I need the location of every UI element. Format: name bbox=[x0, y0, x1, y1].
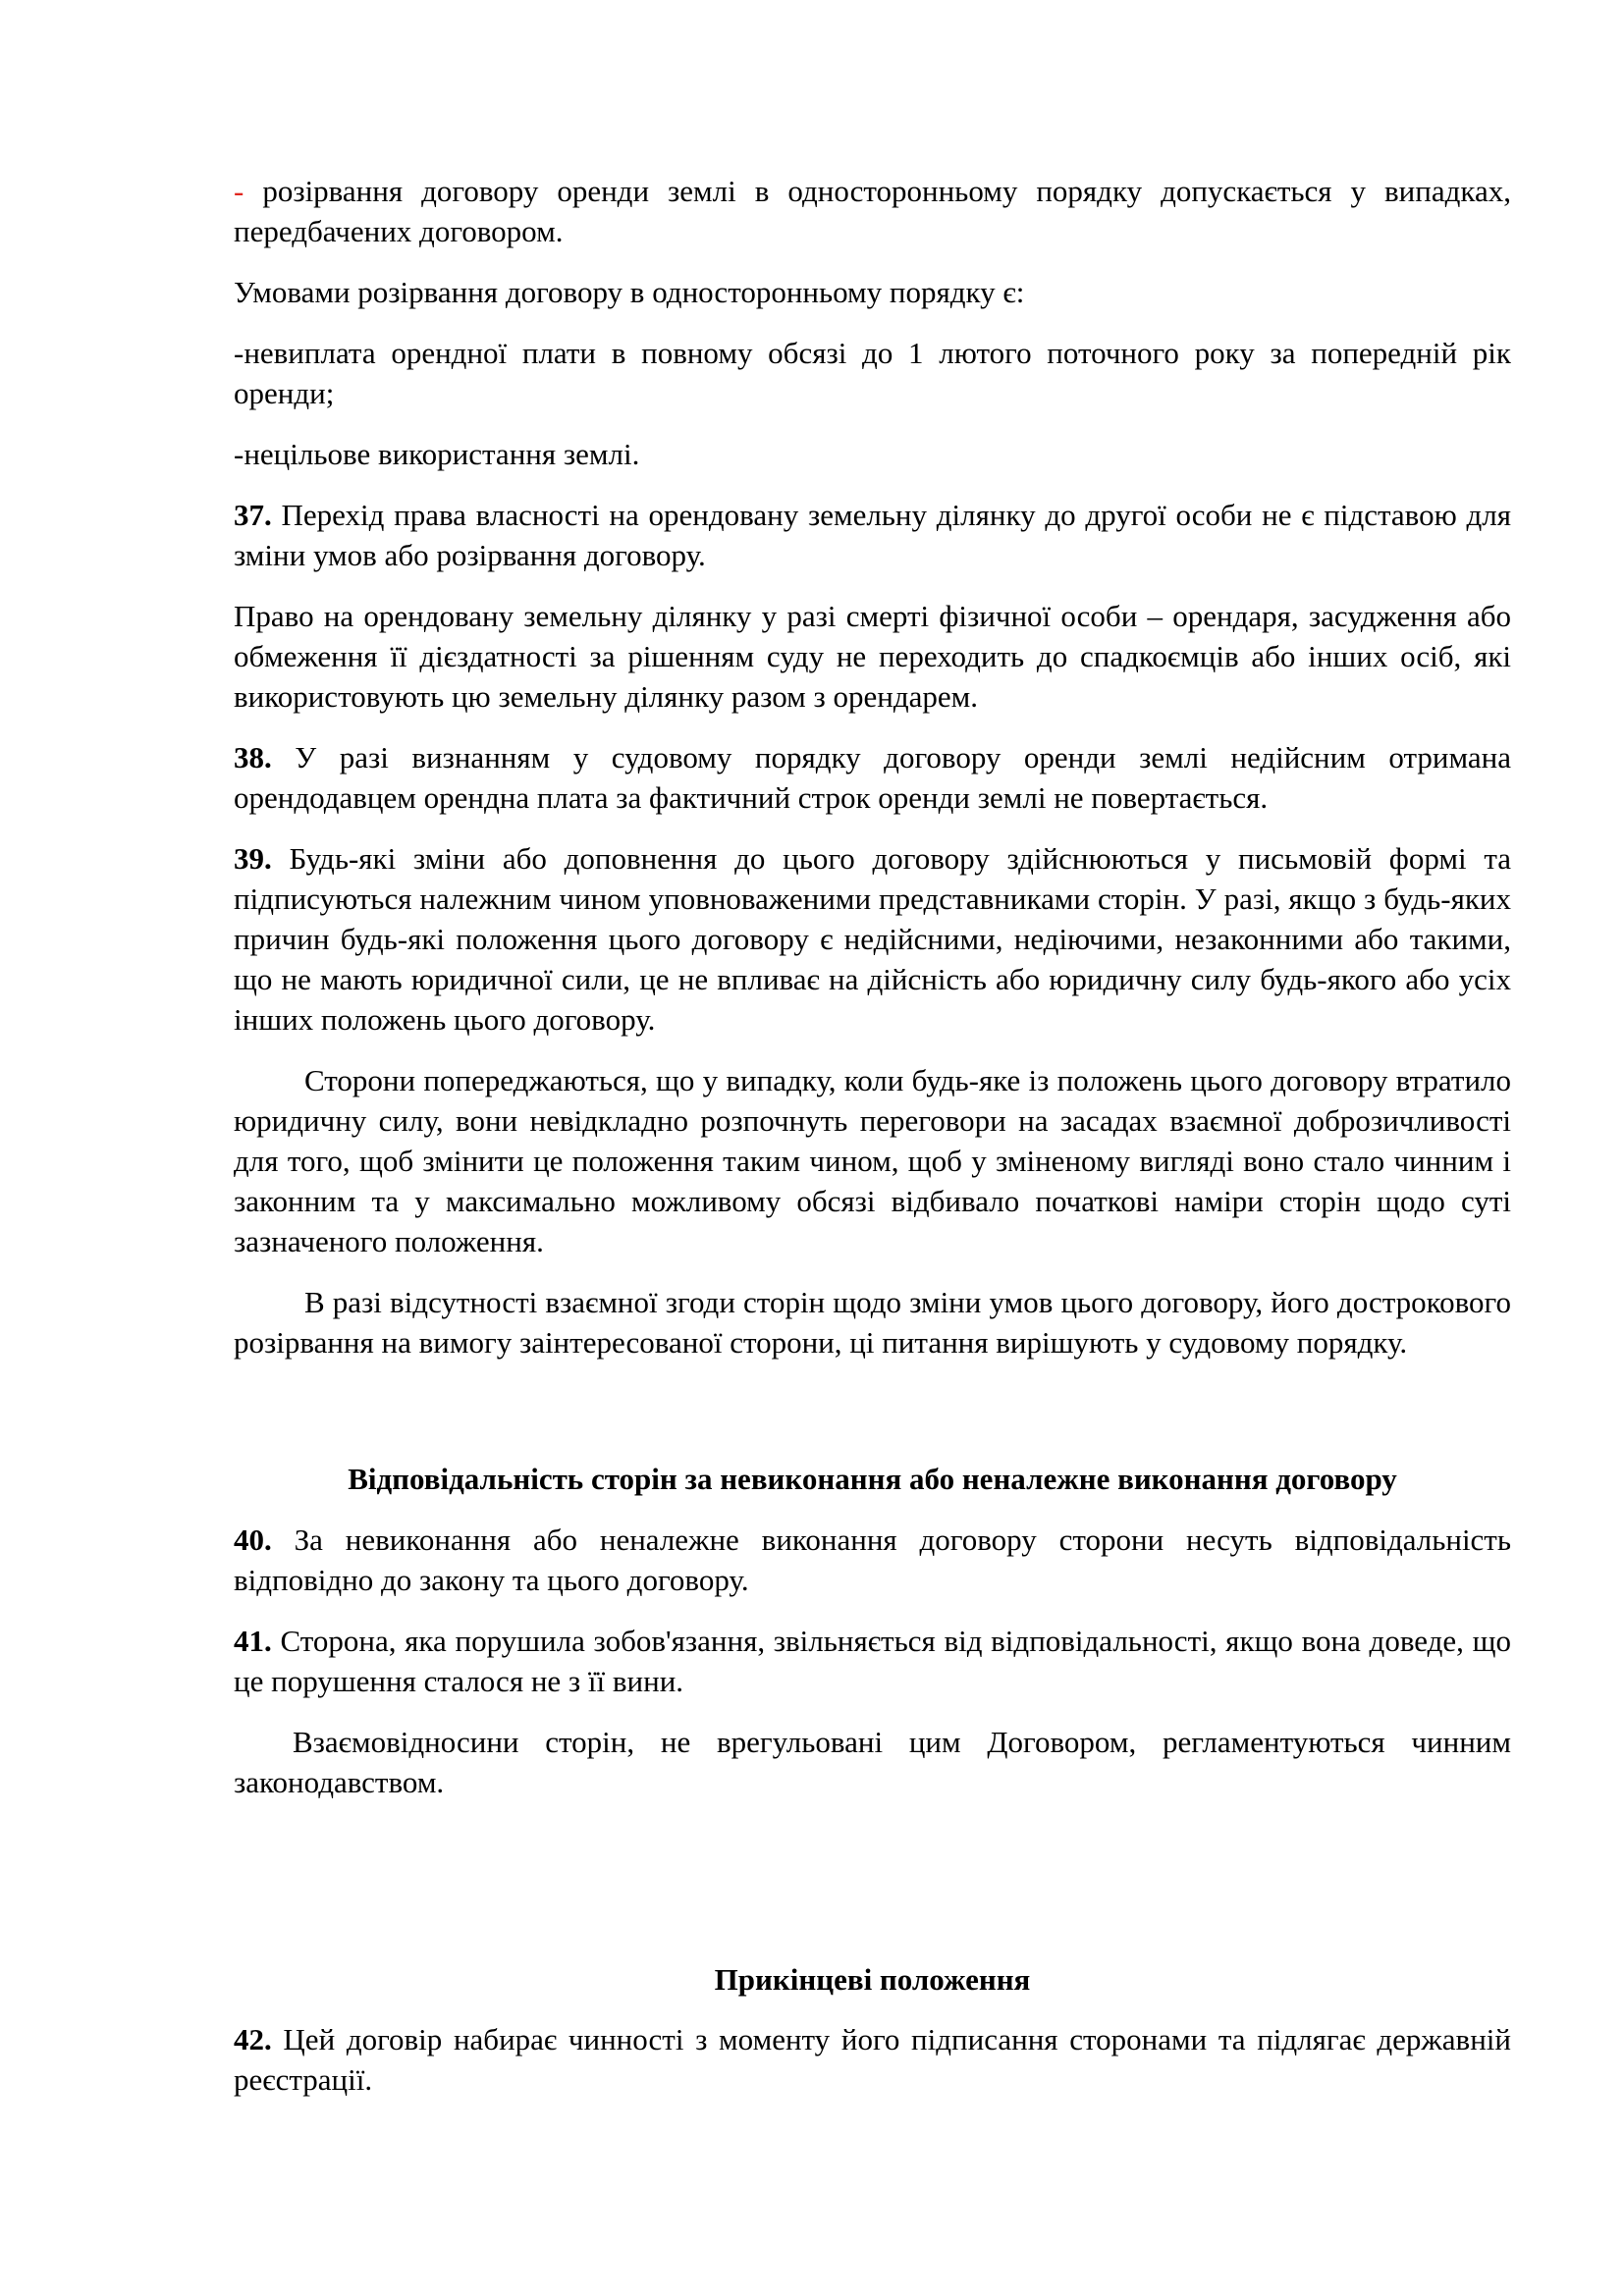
clause-38 bbox=[234, 737, 1511, 818]
clause-text: Цей договір набирає чинності з моменту його підписання сторонами та підлягає державній реєстрації. bbox=[234, 2022, 1511, 2097]
document-body bbox=[234, 171, 1511, 2120]
paragraph-court-resolution: В разі відсутності взаємної згоди сторін щодо зміни умов цього договору, його дострокового розірвання на вимогу заінтересованої сторони, ці питання вирішують у судовому порядку. bbox=[234, 1285, 1511, 1360]
clause-40 bbox=[234, 1520, 1511, 1600]
paragraph-termination-conditions: Умовами розірвання договору в односторонньому порядку є: bbox=[234, 275, 1025, 309]
paragraph-misuse: -нецільове використання землі. bbox=[234, 437, 640, 471]
clause-text: У разі визнанням у судовому порядку договору оренди землі недійсним отримана орендодавцем орендна плата за фактичний строк оренди землі не повертається. bbox=[234, 740, 1511, 815]
paragraph-nonpayment: -невиплата орендної плати в повному обсязі до 1 лютого поточного року за попередній рік оренди; bbox=[234, 336, 1511, 410]
clause-number: 39. bbox=[234, 841, 272, 876]
clause-text: За невиконання або неналежне виконання договору сторони несуть відповідальність відповідно до закону та цього договору. bbox=[234, 1522, 1511, 1597]
clause-41 bbox=[234, 1621, 1511, 1701]
section-heading-liability: Відповідальність сторін за невиконання або неналежне виконання договору bbox=[348, 1462, 1397, 1496]
clause-number: 37. bbox=[234, 498, 272, 532]
paragraph-termination-unilateral bbox=[234, 171, 1511, 251]
paragraph-negotiations: Сторони попереджаються, що у випадку, коли будь-яке із положень цього договору втратило юридичну силу, вони невідкладно розпочнуть переговори на засадах взаємної доброзичливості для того, щоб змінити це положення таким чином, щоб у зміненому вигляді воно стало чинним і законним та у максимально можливому обсязі відбивало початкові наміри сторін щодо суті зазначеного положення. bbox=[234, 1063, 1511, 1258]
clause-text: Сторона, яка порушила зобов'язання, звільняється від відповідальності, якщо вона доведе, що це порушення сталося не з її вини. bbox=[234, 1624, 1511, 1698]
clause-text: Перехід права власності на орендовану земельну ділянку до другої особи не є підставою для зміни умов або розірвання договору. bbox=[234, 498, 1511, 572]
paragraph-relations: Взаємовідносини сторін, не врегульовані цим Договором, регламентуються чинним законодавством. bbox=[234, 1725, 1511, 1799]
clause-42 bbox=[234, 2019, 1511, 2100]
clause-number: 42. bbox=[234, 2022, 272, 2056]
clause-39 bbox=[234, 838, 1511, 1040]
clause-number: 40. bbox=[234, 1522, 272, 1557]
paragraph-death-of-lessee: Право на орендовану земельну ділянку у разі смерті фізичної особи – орендаря, засудження або обмеження її дієздатності за рішенням суду не переходить до спадкоємців або інших осіб, які використовують цю земельну ділянку разом з орендарем. bbox=[234, 599, 1511, 714]
clause-number: 38. bbox=[234, 740, 272, 774]
section-heading-final-provisions: Прикінцеві положення bbox=[714, 1962, 1031, 1997]
clause-37 bbox=[234, 495, 1511, 575]
red-dash: - bbox=[234, 174, 244, 208]
paragraph-text: розірвання договору оренди землі в односторонньому порядку допускається у випадках, передбачених договором. bbox=[234, 174, 1511, 248]
clause-number: 41. bbox=[234, 1624, 272, 1658]
clause-text: Будь-які зміни або доповнення до цього договору здійснюються у письмовій формі та підписуються належним чином уповноваженими представниками сторін. У разі, якщо з будь-яких причин будь-які положення цього договору є недійсними, недіючими, незаконними або такими, що не мають юридичної сили, це не впливає на дійсність або юридичну силу будь-якого або усіх інших положень цього договору. bbox=[234, 841, 1511, 1037]
